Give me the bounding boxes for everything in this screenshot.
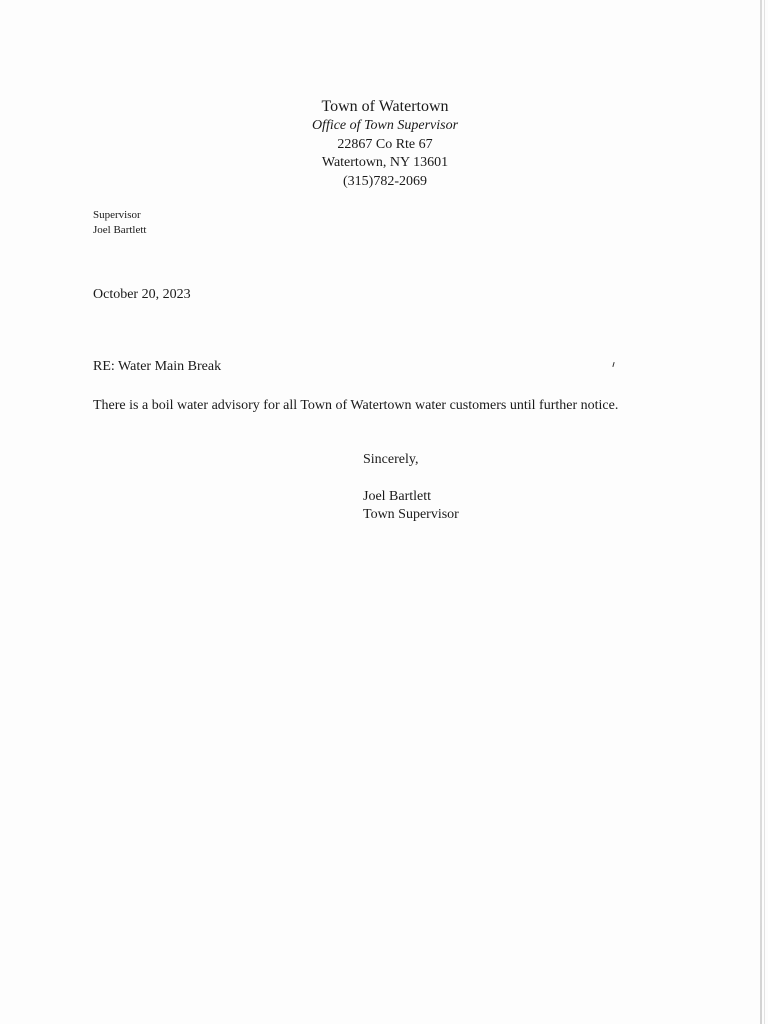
- street-address: 22867 Co Rte 67: [337, 136, 433, 152]
- letter-subject: RE: Water Main Break: [93, 359, 222, 374]
- phone-number: (315)782-2069: [343, 173, 427, 189]
- scan-edge-secondary: [764, 0, 765, 1024]
- letter-date: October 20, 2023: [93, 287, 191, 302]
- letterhead: [235, 96, 535, 191]
- signature-block: [363, 488, 459, 524]
- sender-title: Supervisor: [93, 209, 141, 221]
- signature-title: Town Supervisor: [363, 507, 459, 522]
- office-name: Office of Town Supervisor: [311, 118, 459, 133]
- city-state-zip: Watertown, NY 13601: [321, 155, 449, 170]
- scan-edge: [760, 0, 762, 1024]
- sender-block: [93, 208, 146, 238]
- organization-name: Town of Watertown: [321, 98, 449, 115]
- signature-name: Joel Bartlett: [363, 489, 432, 504]
- letter-closing: Sincerely,: [363, 452, 419, 467]
- sender-name: Joel Bartlett: [93, 224, 147, 236]
- letter-body: There is a boil water advisory for all Town of Watertown water customers until further notice.: [93, 398, 619, 413]
- stray-mark: [612, 362, 614, 367]
